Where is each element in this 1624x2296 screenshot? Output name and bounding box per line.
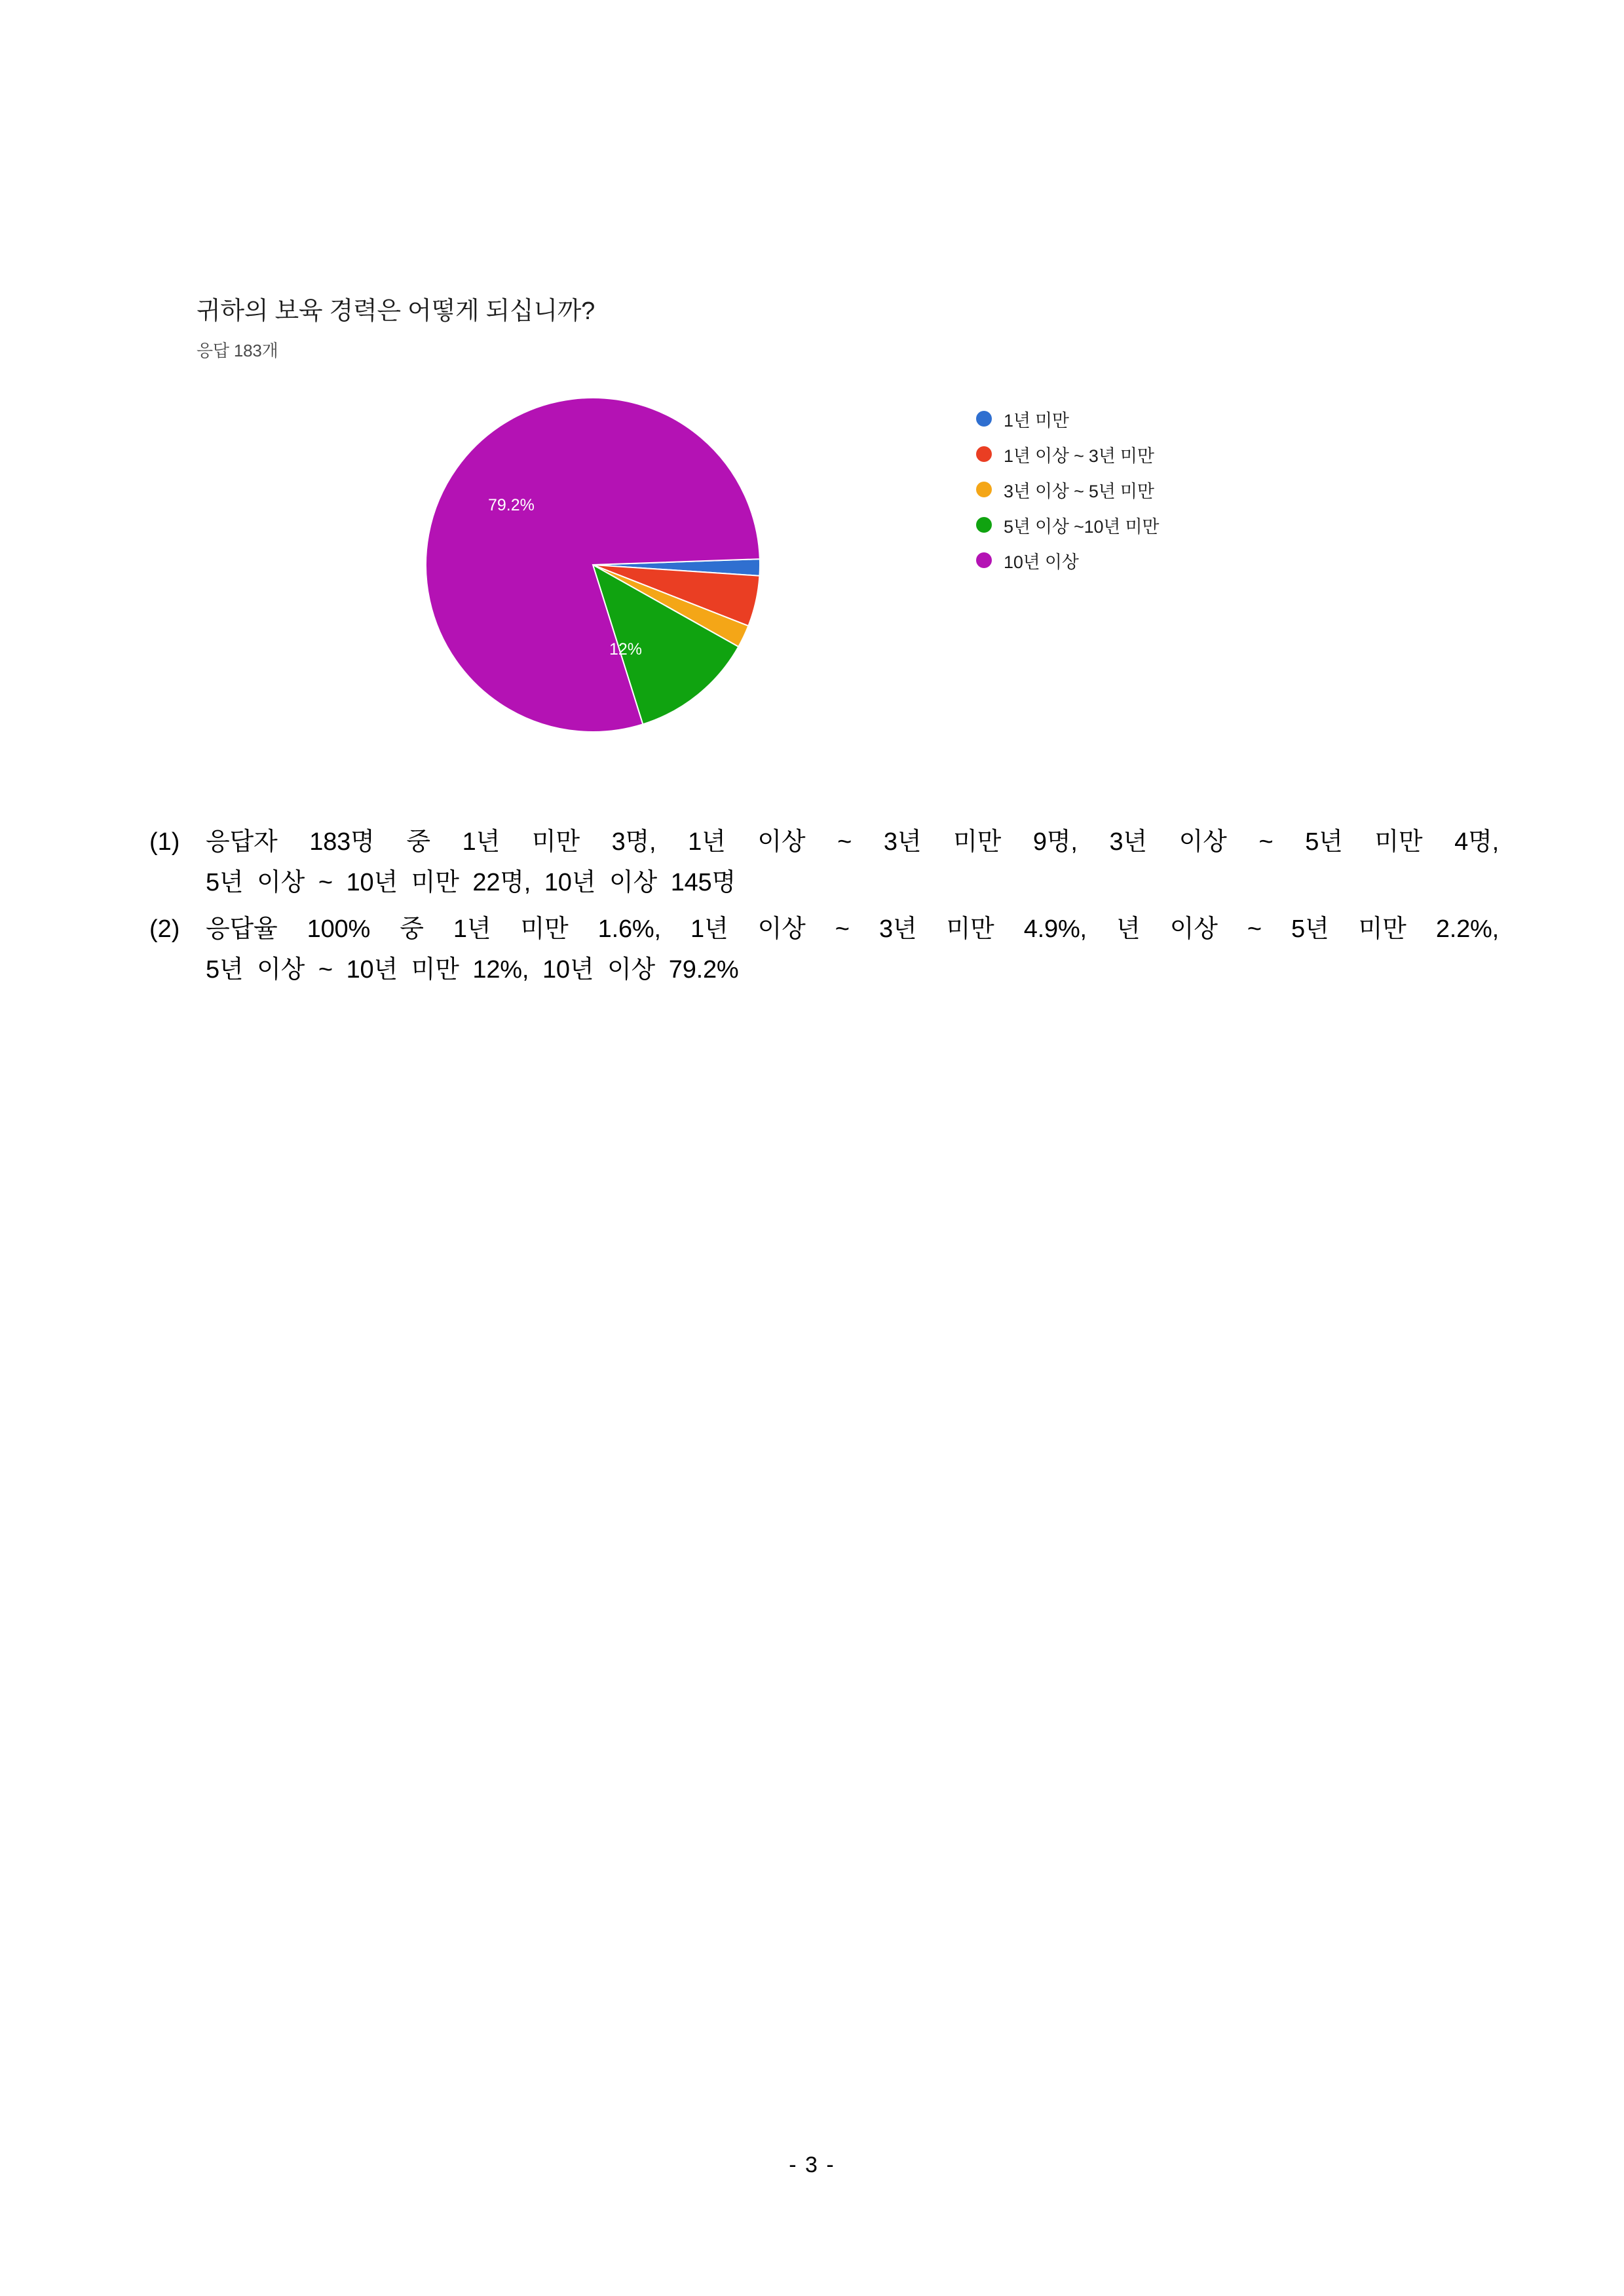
body-text bbox=[149, 822, 1499, 997]
pie-chart bbox=[423, 394, 763, 735]
legend-item-1to3years bbox=[976, 436, 1317, 472]
pie-slice-label-minor: 12% bbox=[609, 640, 643, 659]
pie-slice-label-major: 79.2% bbox=[488, 496, 535, 515]
legend-color-dot bbox=[976, 482, 992, 497]
paragraph-body bbox=[206, 909, 1499, 990]
paragraph-line: 응답자 183명 중 1년 미만 3명, 1년 이상 ~ 3년 미만 9명, 3년 이상 ~ 5년 미만 4명, bbox=[206, 828, 1499, 856]
legend-item-label: 1년 이상 ~ 3년 미만 bbox=[1004, 446, 1154, 466]
chart-legend bbox=[976, 401, 1317, 578]
paragraph-1 bbox=[149, 822, 1499, 903]
paragraph-marker: (1) bbox=[149, 828, 180, 856]
legend-color-dot bbox=[976, 411, 992, 427]
legend-item-label: 3년 이상 ~ 5년 미만 bbox=[1004, 481, 1154, 501]
paragraph-marker: (2) bbox=[149, 915, 180, 944]
legend-item-5to10years bbox=[976, 507, 1317, 543]
legend-color-dot bbox=[976, 446, 992, 462]
paragraph-2 bbox=[149, 909, 1499, 990]
legend-color-dot bbox=[976, 552, 992, 568]
legend-item-label: 5년 이상 ~10년 미만 bbox=[1004, 516, 1160, 537]
legend-item-under-1year bbox=[976, 401, 1317, 436]
pie-svg bbox=[423, 394, 763, 735]
legend-item-label: 1년 미만 bbox=[1004, 410, 1069, 430]
chart-subtitle: 응답 183개 bbox=[197, 341, 278, 361]
paragraph-line: 5년 이상 ~ 10년 미만 22명, 10년 이상 145명 bbox=[206, 868, 736, 896]
legend-color-dot bbox=[976, 517, 992, 533]
paragraph-line: 응답율 100% 중 1년 미만 1.6%, 1년 이상 ~ 3년 미만 4.9%, 년 이상 ~ 5년 미만 2.2%, bbox=[206, 915, 1499, 944]
paragraph-body bbox=[206, 822, 1499, 903]
page-number: - 3 - bbox=[789, 2152, 835, 2177]
chart-block bbox=[197, 295, 1376, 755]
legend-item-label: 10년 이상 bbox=[1004, 552, 1079, 572]
chart-title: 귀하의 보육 경력은 어떻게 되십니까? bbox=[197, 297, 595, 325]
chart-area bbox=[197, 388, 1376, 755]
legend-item-over-10years bbox=[976, 543, 1317, 578]
paragraph-line: 5년 이상 ~ 10년 미만 12%, 10년 이상 79.2% bbox=[206, 955, 739, 984]
legend-item-3to5years bbox=[976, 472, 1317, 507]
